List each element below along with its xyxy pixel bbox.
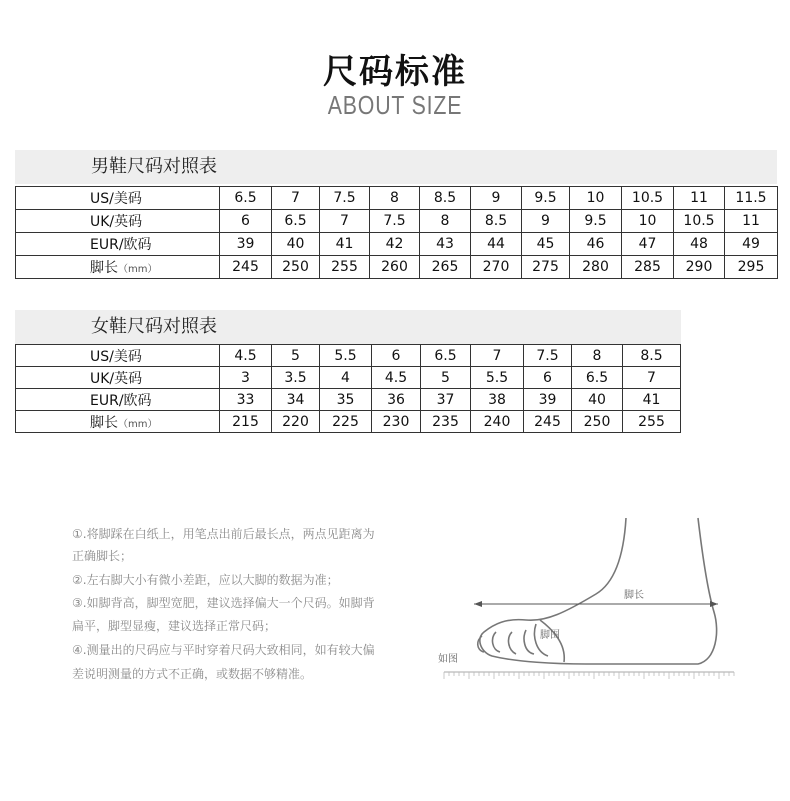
size-cell: 11: [725, 210, 778, 233]
size-cell: 33: [220, 389, 272, 411]
table-row: [16, 210, 778, 233]
example-label: 如图: [438, 654, 458, 665]
row-label: [16, 256, 220, 279]
row-label: [16, 389, 220, 411]
note-line: ④.测量出的尺码应与平时穿着尺码大致相同，如有较大偏: [72, 643, 375, 657]
table-row: [16, 233, 778, 256]
size-cell: 225: [320, 411, 372, 433]
size-cell: 48: [674, 233, 725, 256]
row-label: [16, 187, 220, 210]
size-cell: 6.5: [272, 210, 320, 233]
row-label-text: UK/英码: [90, 214, 143, 230]
size-cell: 46: [570, 233, 622, 256]
size-cell: 5.5: [320, 345, 372, 367]
size-cell: 5: [421, 367, 471, 389]
size-cell: 3.5: [272, 367, 320, 389]
size-cell: 4.5: [220, 345, 272, 367]
size-cell: 7: [623, 367, 681, 389]
ruler-ticks: [444, 672, 734, 679]
men-table-body: [16, 187, 778, 279]
row-label: [16, 345, 220, 367]
size-cell: 8.5: [623, 345, 681, 367]
foot-measure-diagram: [436, 512, 736, 692]
size-cell: 260: [370, 256, 420, 279]
size-cell: 5: [272, 345, 320, 367]
size-cell: 245: [220, 256, 272, 279]
note-line: 正确脚长；: [72, 549, 133, 563]
size-cell: 6.5: [421, 345, 471, 367]
size-cell: 39: [220, 233, 272, 256]
table-row: [16, 256, 778, 279]
table-row: [16, 411, 681, 433]
size-cell: 44: [471, 233, 522, 256]
size-cell: 8: [420, 210, 471, 233]
page-title-en: ABOUT SIZE: [327, 90, 463, 120]
size-cell: 42: [370, 233, 420, 256]
table-row: [16, 367, 681, 389]
size-cell: 255: [320, 256, 370, 279]
row-label-text: 脚长: [90, 260, 118, 276]
row-label-text: UK/英码: [90, 370, 143, 387]
size-cell: 230: [372, 411, 421, 433]
size-cell: 10.5: [674, 210, 725, 233]
row-unit: （mm）: [118, 418, 158, 430]
size-cell: 6.5: [572, 367, 623, 389]
size-cell: 215: [220, 411, 272, 433]
size-cell: 41: [320, 233, 370, 256]
size-cell: 4: [320, 367, 372, 389]
size-cell: 245: [524, 411, 572, 433]
size-cell: 265: [420, 256, 471, 279]
size-cell: 6.5: [220, 187, 272, 210]
size-cell: 240: [471, 411, 524, 433]
size-cell: 49: [725, 233, 778, 256]
size-cell: 280: [570, 256, 622, 279]
size-cell: 8: [572, 345, 623, 367]
size-cell: 270: [471, 256, 522, 279]
size-cell: 285: [622, 256, 674, 279]
size-cell: 6: [524, 367, 572, 389]
size-cell: 7.5: [370, 210, 420, 233]
size-cell: 235: [421, 411, 471, 433]
size-cell: 6: [372, 345, 421, 367]
size-cell: 37: [421, 389, 471, 411]
note-line: ①.将脚踩在白纸上，用笔点出前后最长点，两点见距离为: [72, 527, 375, 541]
arrow-left-icon: [474, 601, 482, 607]
row-label-text: US/美码: [90, 191, 142, 207]
size-cell: 9.5: [570, 210, 622, 233]
size-cell: 47: [622, 233, 674, 256]
size-cell: 9: [471, 187, 522, 210]
size-cell: 40: [272, 233, 320, 256]
size-cell: 6: [220, 210, 272, 233]
instep-label: 脚围: [540, 630, 560, 641]
note-line: 扁平，脚型显瘦，建议选择正常尺码；: [72, 619, 277, 633]
men-size-table: [15, 186, 778, 279]
size-cell: 36: [372, 389, 421, 411]
row-label: [16, 367, 220, 389]
size-cell: 275: [522, 256, 570, 279]
foot-outline-icon: [478, 518, 717, 664]
size-cell: 7: [272, 187, 320, 210]
size-cell: 255: [623, 411, 681, 433]
size-cell: 11: [674, 187, 725, 210]
note-line: ②.左右脚大小有微小差距，应以大脚的数据为准；: [72, 573, 339, 587]
size-cell: 10: [622, 210, 674, 233]
size-cell: 7.5: [524, 345, 572, 367]
row-label: [16, 233, 220, 256]
size-cell: 7: [471, 345, 524, 367]
table-row: [16, 187, 778, 210]
women-size-table: [15, 344, 681, 433]
foot-length-label: 脚长: [624, 590, 644, 601]
size-cell: 250: [272, 256, 320, 279]
size-cell: 7.5: [320, 187, 370, 210]
note-line: 差说明测量的方式不正确，或数据不够精准。: [72, 667, 313, 681]
size-cell: 8.5: [420, 187, 471, 210]
size-cell: 11.5: [725, 187, 778, 210]
size-cell: 41: [623, 389, 681, 411]
row-label-text: US/美码: [90, 348, 142, 365]
size-cell: 7: [320, 210, 370, 233]
row-unit: （mm）: [118, 264, 158, 275]
size-cell: 9: [522, 210, 570, 233]
table-row: [16, 345, 681, 367]
size-cell: 34: [272, 389, 320, 411]
row-label-text: EUR/欧码: [90, 392, 152, 409]
size-cell: 220: [272, 411, 320, 433]
size-cell: 8.5: [471, 210, 522, 233]
size-cell: 295: [725, 256, 778, 279]
men-section-title: 男鞋尺码对照表: [15, 150, 777, 184]
row-label-text: EUR/欧码: [90, 237, 152, 253]
page-title-cn: 尺码标准: [323, 52, 467, 92]
size-cell: 290: [674, 256, 725, 279]
size-cell: 43: [420, 233, 471, 256]
size-cell: 5.5: [471, 367, 524, 389]
women-table-body: [16, 345, 681, 433]
size-cell: 40: [572, 389, 623, 411]
size-cell: 4.5: [372, 367, 421, 389]
row-label-text: 脚长: [90, 414, 118, 431]
arrow-right-icon: [710, 601, 718, 607]
table-row: [16, 389, 681, 411]
size-cell: 35: [320, 389, 372, 411]
size-cell: 38: [471, 389, 524, 411]
note-line: ③.如脚背高，脚型宽肥，建议选择偏大一个尺码。如脚背: [72, 596, 375, 610]
row-label: [16, 411, 220, 433]
size-cell: 45: [522, 233, 570, 256]
row-label: [16, 210, 220, 233]
size-cell: 39: [524, 389, 572, 411]
size-cell: 10.5: [622, 187, 674, 210]
size-cell: 250: [572, 411, 623, 433]
size-cell: 8: [370, 187, 420, 210]
size-cell: 3: [220, 367, 272, 389]
size-cell: 10: [570, 187, 622, 210]
women-section-title: 女鞋尺码对照表: [15, 310, 681, 344]
size-cell: 9.5: [522, 187, 570, 210]
